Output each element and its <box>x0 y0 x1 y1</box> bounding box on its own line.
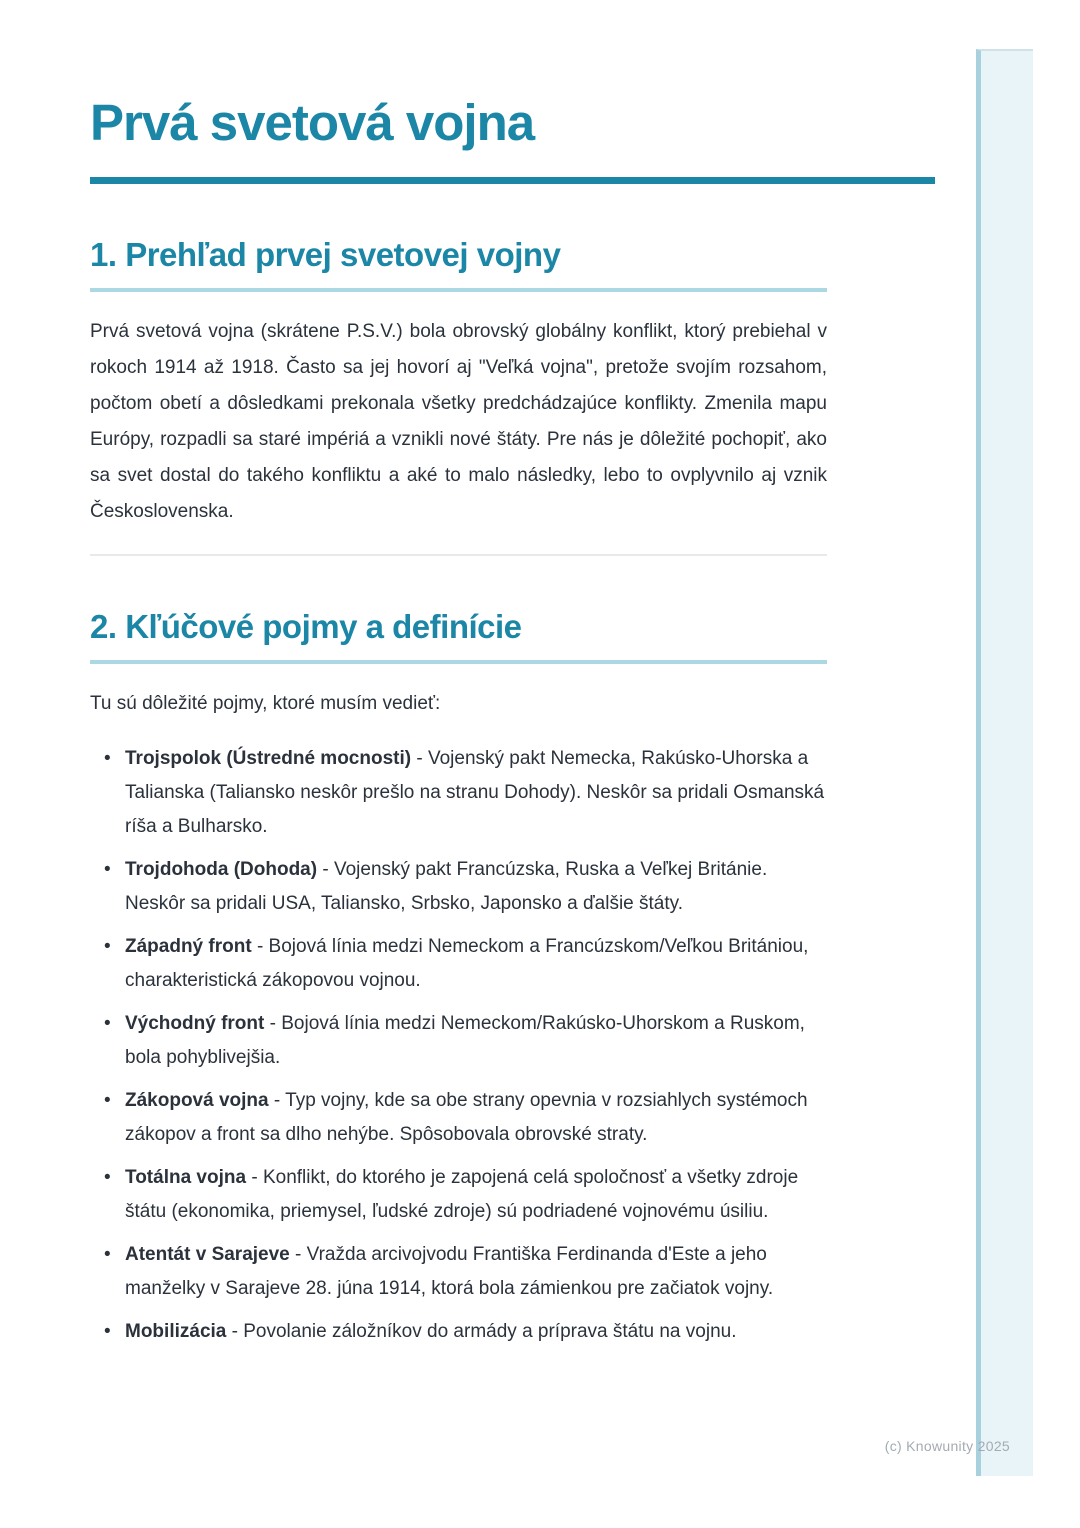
term-name: Trojspolok (Ústredné mocnosti) <box>125 747 412 769</box>
section-1-heading: 1. Prehľad prvej svetovej vojny <box>90 235 561 273</box>
term-definition: - Bojová línia medzi Nemeckom a Francúzskom/Veľkou Britániou, charakteristická zákopovou vojnou. <box>125 935 809 991</box>
term-definition: - Konflikt, do ktorého je zapojená celá spoločnosť a všetky zdroje štátu (ekonomika, priemysel, ľudské zdroje) sú podriadené vojnovému úsiliu. <box>125 1166 799 1222</box>
section-overview <box>90 236 827 530</box>
term-definition: - Typ vojny, kde sa obe strany opevnia v rozsiahlych systémoch zákopov a front sa dlho nehýbe. Spôsobovala obrovské straty. <box>125 1089 808 1145</box>
term-definition: - Vojenský pakt Nemecka, Rakúsko-Uhorska a Talianska (Taliansko neskôr prešlo na stranu Dohody). Neskôr sa pridali Osmanská ríša a Bulharsko. <box>125 747 825 837</box>
terms-intro: Tu sú dôležité pojmy, ktoré musím vedieť: <box>90 692 441 714</box>
section-key-terms <box>90 608 827 1349</box>
term-item-zakopova-vojna <box>125 1084 827 1152</box>
term-item-vychodny-front <box>125 1007 827 1075</box>
term-definition: - Povolanie záložníkov do armády a príprava štátu na vojnu. <box>231 1320 737 1342</box>
term-name: Trojdohoda (Dohoda) <box>125 858 318 880</box>
section-1-underline <box>90 288 827 292</box>
section-2-underline <box>90 660 827 664</box>
term-item-totalna-vojna <box>125 1161 827 1229</box>
term-definition: - Vražda arcivojvodu Františka Ferdinanda d'Este a jeho manželky v Sarajeve 28. júna 1914, ktorá bola zámienkou pre začiatok vojny. <box>125 1243 774 1299</box>
terms-list <box>90 742 827 1349</box>
copyright-notice: (c) Knowunity 2025 <box>884 1438 1010 1454</box>
term-name: Totálna vojna <box>125 1166 247 1188</box>
term-name: Východný front <box>125 1012 265 1034</box>
term-name: Západný front <box>125 935 252 957</box>
term-item-mobilizacia <box>125 1315 827 1349</box>
term-item-zapadny-front <box>125 930 827 998</box>
page-scrollbar[interactable] <box>976 49 1033 1476</box>
term-item-trojdohoda <box>125 853 827 921</box>
term-item-trojspolok <box>125 742 827 844</box>
term-name: Atentát v Sarajeve <box>125 1243 290 1265</box>
section-divider <box>90 554 827 556</box>
section-2-heading: 2. Kľúčové pojmy a definície <box>90 607 522 645</box>
section-1-paragraph: Prvá svetová vojna (skrátene P.S.V.) bola obrovský globálny konflikt, ktorý prebiehal v rokoch 1914 až 1918. Často sa jej hovorí aj "Veľká vojna", pretože svojím rozsahom, počtom obetí a dôsledkami prekonala všetky predchádzajúce konflikty. Zmenila mapu Európy, rozpadli sa staré impériá a vznikli nové štáty. Pre nás je dôležité pochopiť, ako sa svet dostal do takého konfliktu a aké to malo následky, lebo to ovplyvnilo aj vznik Československa. <box>90 320 827 522</box>
term-name: Mobilizácia <box>125 1320 227 1342</box>
term-item-atentat-v-sarajeve <box>125 1238 827 1306</box>
document-content <box>90 0 827 1358</box>
term-definition: - Bojová línia medzi Nemeckom/Rakúsko-Uhorskom a Ruskom, bola pohyblivejšia. <box>125 1012 805 1068</box>
term-name: Zákopová vojna <box>125 1089 269 1111</box>
page-title: Prvá svetová vojna <box>90 94 535 151</box>
term-definition: - Vojenský pakt Francúzska, Ruska a Veľkej Británie. Neskôr sa pridali USA, Taliansko, Srbsko, Japonsko a ďalšie štáty. <box>125 858 768 914</box>
title-divider-rule <box>90 177 935 184</box>
